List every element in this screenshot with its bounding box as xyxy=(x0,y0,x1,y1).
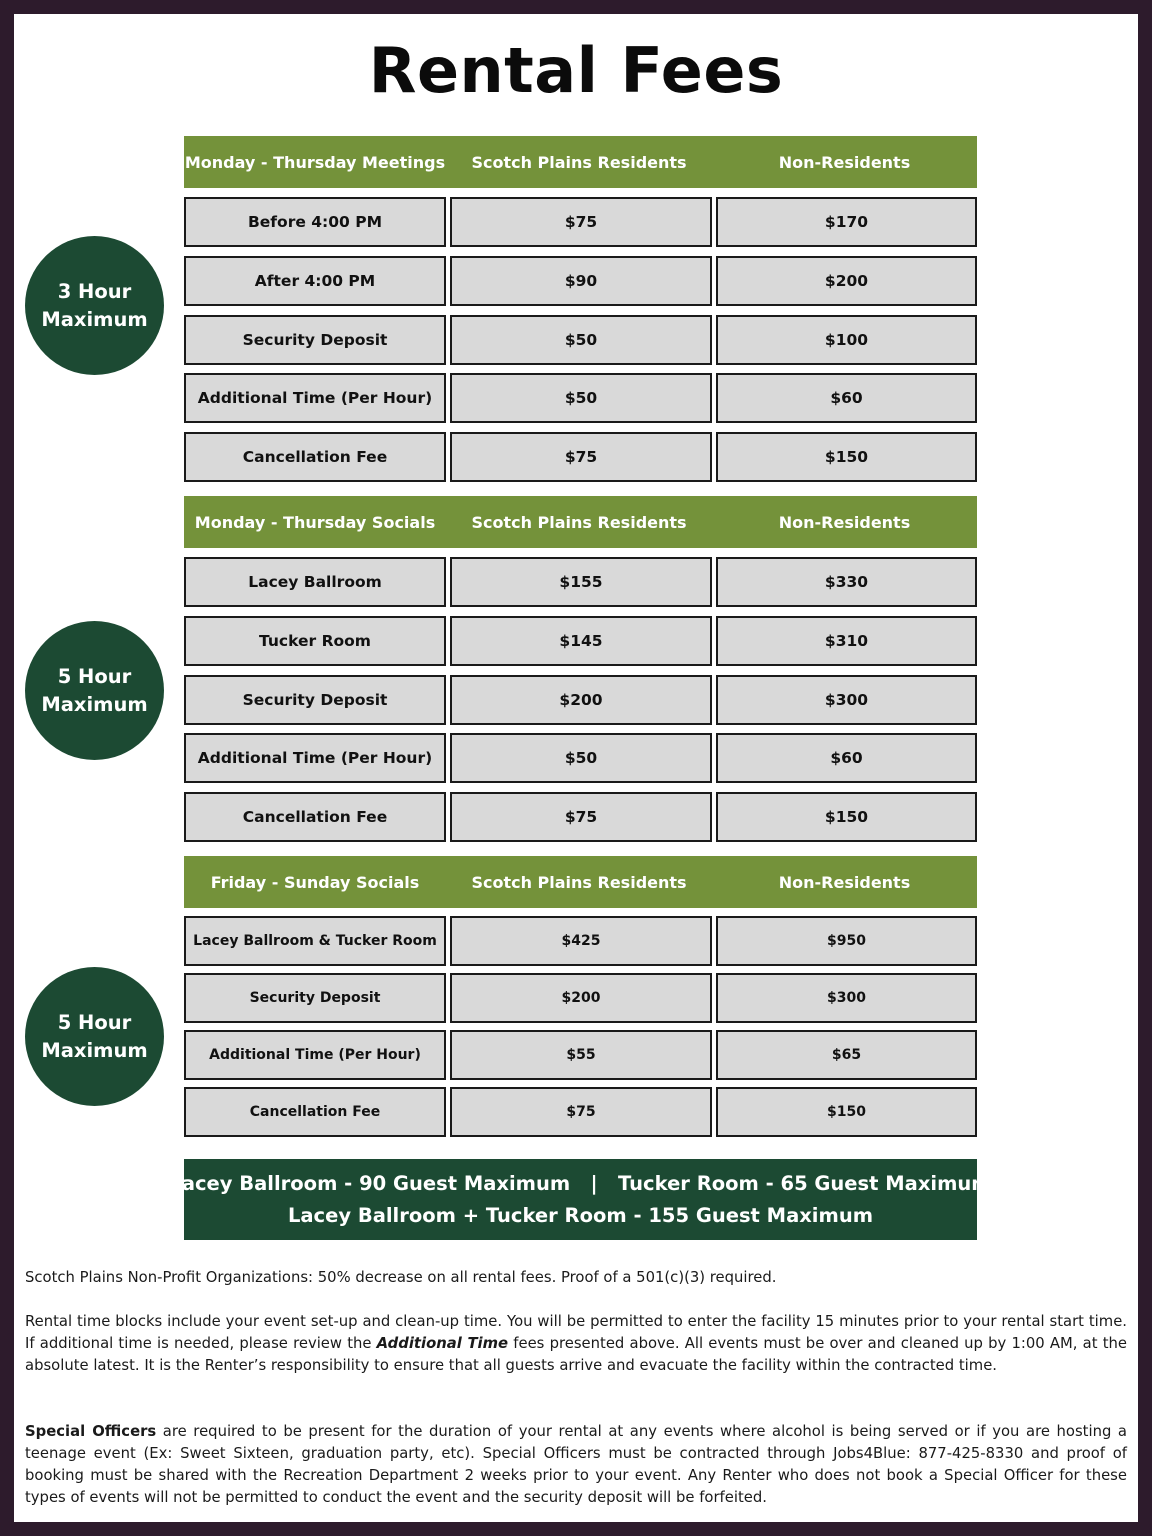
resident-fee: $50 xyxy=(450,315,712,365)
fee-label: Cancellation Fee xyxy=(184,792,446,842)
badge-line: 3 Hour xyxy=(57,279,132,303)
resident-fee: $50 xyxy=(450,733,712,783)
fee-table-weekend-socials xyxy=(184,856,977,1120)
note-emphasis: Special Officers xyxy=(25,1423,157,1440)
duration-badge xyxy=(25,236,164,375)
badge-line: 5 Hour xyxy=(57,1010,132,1034)
fee-label: After 4:00 PM xyxy=(184,256,446,306)
badge-line: Maximum xyxy=(41,1038,148,1062)
resident-fee: $200 xyxy=(450,973,712,1023)
fee-label: Additional Time (Per Hour) xyxy=(184,1030,446,1080)
non-resident-fee: $150 xyxy=(716,432,977,482)
duration-badge xyxy=(25,967,164,1106)
fee-label: Lacey Ballroom xyxy=(184,557,446,607)
note-text: are required to be present for the duration of your rental at any events where alcohol is being served or if you are hosting a teenage event (Ex: Sweet Sixteen, graduation party, etc). Special Officers must be contracted through Jobs4Blue: 877-425-8330 and proof of booking must be shared with the Recreation Department 2 weeks prior to your event. Any Renter who does not book a Special Officer for these types of events will not be permitted to conduct the event and the security deposit will be forfeited. xyxy=(25,1423,1127,1506)
nonprofit-note: Scotch Plains Non-Profit Organizations: 50% decrease on all rental fees. Proof of a 501(c)(3) required. xyxy=(25,1269,777,1286)
non-resident-fee: $300 xyxy=(716,973,977,1023)
non-resident-fee: $200 xyxy=(716,256,977,306)
non-resident-fee: $60 xyxy=(716,373,977,423)
fee-label: Cancellation Fee xyxy=(184,1087,446,1137)
fee-label: Additional Time (Per Hour) xyxy=(184,373,446,423)
non-resident-fee: $310 xyxy=(716,616,977,666)
resident-fee: $425 xyxy=(450,916,712,966)
non-resident-fee: $100 xyxy=(716,315,977,365)
fee-label: Tucker Room xyxy=(184,616,446,666)
non-resident-fee: $300 xyxy=(716,675,977,725)
table-header xyxy=(184,136,977,188)
fee-label: Before 4:00 PM xyxy=(184,197,446,247)
non-resident-fee: $65 xyxy=(716,1030,977,1080)
non-resident-fee: $60 xyxy=(716,733,977,783)
resident-fee: $50 xyxy=(450,373,712,423)
capacity-line: Lacey Ballroom + Tucker Room - 155 Guest Maximum xyxy=(287,1203,874,1227)
badge-line: Maximum xyxy=(41,692,148,716)
capacity-line: Lacey Ballroom - 90 Guest Maximum | Tucker Room - 65 Guest Maximum xyxy=(169,1171,992,1195)
non-resident-fee: $150 xyxy=(716,1087,977,1137)
resident-fee: $55 xyxy=(450,1030,712,1080)
non-resident-fee: $330 xyxy=(716,557,977,607)
capacity-banner xyxy=(169,1159,992,1240)
fee-label: Security Deposit xyxy=(184,315,446,365)
badge-line: 5 Hour xyxy=(57,664,132,688)
resident-fee: $90 xyxy=(450,256,712,306)
badge-line: Maximum xyxy=(41,307,148,331)
header-residents: Scotch Plains Residents xyxy=(471,872,687,892)
fee-label: Lacey Ballroom & Tucker Room xyxy=(184,916,446,966)
resident-fee: $75 xyxy=(450,792,712,842)
header-non-residents: Non-Residents xyxy=(778,152,911,172)
note-emphasis: Additional Time xyxy=(376,1335,509,1352)
fee-table-weekday-socials xyxy=(184,496,977,826)
header-category: Monday - Thursday Meetings xyxy=(184,152,446,172)
header-non-residents: Non-Residents xyxy=(778,872,911,892)
page-title: Rental Fees xyxy=(368,34,784,107)
resident-fee: $145 xyxy=(450,616,712,666)
fee-label: Security Deposit xyxy=(184,675,446,725)
duration-badge xyxy=(25,621,164,760)
non-resident-fee: $950 xyxy=(716,916,977,966)
header-residents: Scotch Plains Residents xyxy=(471,512,687,532)
header-non-residents: Non-Residents xyxy=(778,512,911,532)
resident-fee: $75 xyxy=(450,1087,712,1137)
non-resident-fee: $150 xyxy=(716,792,977,842)
fee-label: Security Deposit xyxy=(184,973,446,1023)
non-resident-fee: $170 xyxy=(716,197,977,247)
header-residents: Scotch Plains Residents xyxy=(471,152,687,172)
time-blocks-note xyxy=(25,1311,1127,1377)
note-text: Rental time blocks include your event set-up and clean-up time. You will be permitted to enter the facility 15 minutes prior to your rental start time. If additional time is needed, please review the xyxy=(25,1313,1127,1352)
fee-label: Additional Time (Per Hour) xyxy=(184,733,446,783)
table-header xyxy=(184,496,977,548)
table-header xyxy=(184,856,977,908)
header-category: Monday - Thursday Socials xyxy=(194,512,436,532)
special-officers-note xyxy=(25,1421,1127,1509)
note-text: fees presented above. All events must be over and cleaned up by 1:00 AM, at the absolute latest. It is the Renter’s responsibility to ensure that all guests arrive and evacuate the facility within the contracted time. xyxy=(25,1335,1127,1374)
resident-fee: $75 xyxy=(450,432,712,482)
fee-table-meetings xyxy=(184,136,977,466)
fee-label: Cancellation Fee xyxy=(184,432,446,482)
resident-fee: $75 xyxy=(450,197,712,247)
header-category: Friday - Sunday Socials xyxy=(210,872,420,892)
resident-fee: $155 xyxy=(450,557,712,607)
resident-fee: $200 xyxy=(450,675,712,725)
